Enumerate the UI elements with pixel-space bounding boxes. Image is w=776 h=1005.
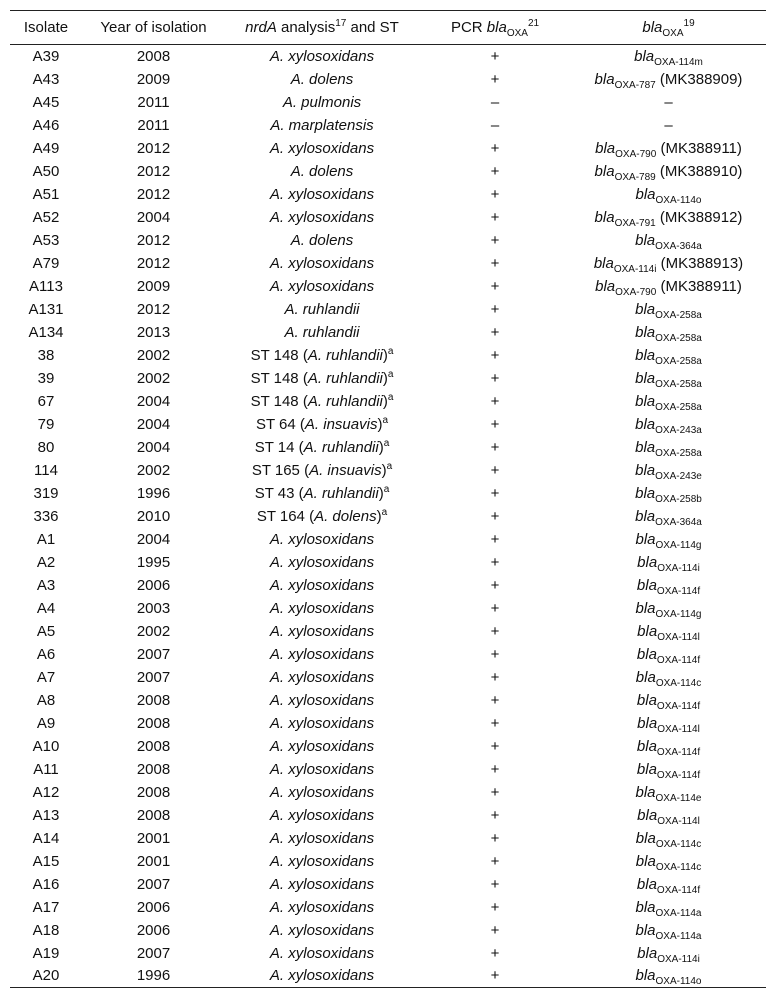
table-row (10, 919, 766, 942)
table-row (10, 712, 766, 735)
cell-isolate: A52 (32, 208, 60, 226)
cell-year: 2001 (136, 852, 171, 870)
cell-species: A. ruhlandii (284, 300, 360, 318)
table-row (10, 505, 766, 528)
cell-bla: bla$_{OXA-114a}$ (635, 898, 702, 919)
table-row (10, 160, 766, 183)
cell-isolate: A79 (32, 254, 60, 272)
cell-bla: bla$_{OXA-114i}$ (MK388913) (593, 254, 744, 275)
cell-species: A. xylosoxidans (269, 714, 375, 732)
cell-bla: bla$_{OXA-114f}$ (636, 645, 701, 666)
cell-bla: bla$_{OXA-114o}$ (571, 965, 766, 988)
table-row (10, 114, 766, 137)
cell-isolate: A5 (36, 622, 56, 640)
cell-year: 2004 (136, 392, 171, 410)
cell-pcr: + (490, 277, 500, 295)
table-row (10, 275, 766, 298)
cell-year: 2004 (136, 530, 171, 548)
cell-species: A. xylosoxidans (269, 576, 375, 594)
cell-species: A. xylosoxidans (269, 760, 375, 778)
cell-species: ST 64 (A. insuavis)$^a$ (255, 414, 389, 433)
cell-bla: bla$_{OXA-114g}$ (635, 599, 702, 620)
cell-year: 2008 (136, 760, 171, 778)
cell-species: ST 43 (A. ruhlandii)$^a$ (254, 483, 390, 502)
cell-bla: bla$_{OXA-114c}$ (635, 852, 702, 873)
cell-isolate: A49 (32, 139, 60, 157)
cell-bla: bla$_{OXA-787}$ (MK388909) (594, 70, 743, 91)
cell-pcr: + (490, 691, 500, 709)
cell-species: A. xylosoxidans (269, 622, 375, 640)
table-row (10, 436, 766, 459)
cell-species: ST 164 (A. dolens)$^a$ (256, 506, 388, 525)
cell-year: 2009 (136, 277, 171, 295)
cell-year: 2012 (136, 231, 171, 249)
cell-bla: bla$_{OXA-114l}$ (637, 622, 700, 643)
cell-bla: bla$_{OXA-258a}$ (635, 323, 702, 344)
cell-year: 2002 (136, 346, 171, 364)
cell-bla: bla$_{OXA-114m}$ (634, 47, 703, 68)
cell-species: A. xylosoxidans (269, 806, 375, 824)
cell-pcr: + (490, 576, 500, 594)
cell-isolate: A3 (36, 576, 56, 594)
cell-pcr: + (490, 622, 500, 640)
cell-bla: bla$_{OXA-114c}$ (635, 829, 702, 850)
cell-isolate: A6 (36, 645, 56, 663)
cell-isolate: A131 (28, 300, 64, 318)
cell-isolate: A16 (32, 875, 60, 893)
table-row (10, 873, 766, 896)
cell-species: A. xylosoxidans (269, 553, 375, 571)
cell-isolate: A14 (32, 829, 60, 847)
cell-isolate: 80 (37, 438, 55, 456)
table-row (10, 597, 766, 620)
cell-species: A. xylosoxidans (269, 921, 375, 939)
cell-pcr: + (490, 461, 500, 479)
cell-year: 1996 (136, 484, 171, 502)
cell-year: 1996 (82, 965, 225, 988)
cell-species: A. xylosoxidans (269, 691, 375, 709)
cell-pcr: – (490, 93, 500, 111)
cell-isolate: 319 (33, 484, 59, 502)
cell-pcr: + (490, 369, 500, 387)
cell-isolate: A46 (32, 116, 60, 134)
table-row (10, 367, 766, 390)
cell-bla: bla$_{OXA-789}$ (MK388910) (594, 162, 743, 183)
header-nrda: nrdA analysis$^{17}$ and ST (225, 11, 419, 45)
cell-species: A. xylosoxidans (269, 185, 375, 203)
cell-year: 2013 (136, 323, 171, 341)
cell-bla: bla$_{OXA-790}$ (MK388911) (595, 277, 742, 298)
cell-pcr: + (490, 829, 500, 847)
cell-species: A. xylosoxidans (269, 875, 375, 893)
cell-year: 2007 (136, 668, 171, 686)
cell-isolate: A43 (32, 70, 60, 88)
cell-pcr: + (490, 898, 500, 916)
cell-bla: bla$_{OXA-114f}$ (636, 875, 701, 896)
cell-isolate: A13 (32, 806, 60, 824)
cell-isolate: A19 (32, 944, 60, 962)
cell-isolate: A20 (10, 965, 82, 988)
cell-pcr: + (490, 806, 500, 824)
cell-species: A. xylosoxidans (269, 208, 375, 226)
cell-pcr: + (490, 507, 500, 525)
cell-year: 1995 (136, 553, 171, 571)
cell-year: 2006 (136, 898, 171, 916)
table-row (10, 896, 766, 919)
table-row (10, 758, 766, 781)
cell-species: ST 148 (A. ruhlandii)$^a$ (250, 368, 394, 387)
cell-pcr: + (490, 760, 500, 778)
cell-bla: bla$_{OXA-114g}$ (635, 530, 702, 551)
cell-pcr: + (490, 944, 500, 962)
cell-species: A. xylosoxidans (269, 944, 375, 962)
cell-species: A. xylosoxidans (269, 47, 375, 65)
cell-species: A. marplatensis (270, 116, 374, 134)
cell-year: 2012 (136, 300, 171, 318)
cell-bla: bla$_{OXA-364a}$ (635, 507, 702, 528)
cell-isolate: A9 (36, 714, 56, 732)
cell-pcr: + (490, 47, 500, 65)
cell-isolate: A4 (36, 599, 56, 617)
cell-bla: – (664, 93, 673, 111)
table-header (10, 11, 766, 45)
cell-isolate: A8 (36, 691, 56, 709)
table-row (10, 528, 766, 551)
cell-year: 2008 (136, 806, 171, 824)
cell-year: 2002 (136, 622, 171, 640)
cell-bla: bla$_{OXA-243e}$ (635, 461, 702, 482)
table-row (10, 551, 766, 574)
cell-pcr: + (490, 415, 500, 433)
table-row (10, 413, 766, 436)
cell-bla: bla$_{OXA-114i}$ (637, 944, 700, 965)
cell-species: A. xylosoxidans (269, 668, 375, 686)
cell-species: A. xylosoxidans (269, 852, 375, 870)
cell-pcr: + (490, 553, 500, 571)
cell-isolate: A7 (36, 668, 56, 686)
table-row (10, 781, 766, 804)
table-row (10, 252, 766, 275)
cell-pcr: + (490, 530, 500, 548)
table-row (10, 321, 766, 344)
cell-bla: bla$_{OXA-243a}$ (635, 415, 702, 436)
cell-pcr: + (490, 783, 500, 801)
cell-bla: bla$_{OXA-258a}$ (635, 392, 702, 413)
cell-bla: – (664, 116, 673, 134)
cell-isolate: A50 (32, 162, 60, 180)
cell-year: 2011 (137, 116, 170, 134)
table-row (10, 137, 766, 160)
cell-species: A. xylosoxidans (269, 829, 375, 847)
cell-pcr: + (490, 392, 500, 410)
table-row (10, 850, 766, 873)
cell-pcr: + (490, 737, 500, 755)
cell-species: A. xylosoxidans (269, 139, 375, 157)
cell-species: A. xylosoxidans (269, 645, 375, 663)
cell-isolate: 336 (33, 507, 59, 525)
table-row (10, 183, 766, 206)
cell-species: A. xylosoxidans (269, 277, 375, 295)
cell-year: 2003 (136, 599, 171, 617)
cell-year: 2008 (136, 783, 171, 801)
cell-bla: bla$_{OXA-258a}$ (635, 300, 702, 321)
cell-bla: bla$_{OXA-258a}$ (635, 346, 702, 367)
cell-pcr: + (490, 162, 500, 180)
header-isolate: Isolate (10, 11, 82, 45)
header-year: Year of isolation (82, 11, 225, 45)
cell-year: 2012 (136, 254, 171, 272)
cell-year: 2007 (136, 645, 171, 663)
header-bla: bla$_{OXA}^{19}$ (571, 11, 766, 45)
cell-isolate: A18 (32, 921, 60, 939)
table-row (10, 689, 766, 712)
cell-year: 2012 (136, 162, 171, 180)
cell-isolate: A39 (32, 47, 60, 65)
table-row (10, 666, 766, 689)
cell-species: A. xylosoxidans (269, 898, 375, 916)
table-row (10, 643, 766, 666)
table-row (10, 344, 766, 367)
cell-bla: bla$_{OXA-114i}$ (637, 553, 700, 574)
cell-pcr: + (490, 185, 500, 203)
cell-year: 2012 (136, 185, 171, 203)
cell-year: 2008 (136, 47, 171, 65)
cell-year: 2002 (136, 369, 171, 387)
cell-year: 2011 (137, 93, 170, 111)
table-container (10, 10, 766, 988)
cell-species: A. xylosoxidans (269, 599, 375, 617)
cell-species: A. dolens (290, 231, 354, 249)
cell-pcr: + (490, 254, 500, 272)
cell-pcr: + (490, 208, 500, 226)
cell-isolate: 39 (37, 369, 55, 387)
table-row (10, 390, 766, 413)
cell-isolate: 67 (37, 392, 55, 410)
cell-year: 2004 (136, 415, 171, 433)
table-row (10, 229, 766, 252)
cell-pcr: + (490, 300, 500, 318)
cell-bla: bla$_{OXA-791}$ (MK388912) (594, 208, 743, 229)
cell-isolate: A45 (32, 93, 60, 111)
cell-species: ST 148 (A. ruhlandii)$^a$ (250, 345, 394, 364)
cell-year: 2006 (136, 921, 171, 939)
cell-bla: bla$_{OXA-114l}$ (637, 714, 700, 735)
cell-isolate: 79 (37, 415, 55, 433)
table-row (10, 942, 766, 965)
cell-year: 2004 (136, 208, 171, 226)
table-row (10, 735, 766, 758)
cell-isolate: A10 (32, 737, 60, 755)
cell-isolate: A17 (32, 898, 60, 916)
table-row (10, 574, 766, 597)
cell-pcr: + (490, 70, 500, 88)
cell-pcr: + (490, 852, 500, 870)
cell-pcr: + (490, 921, 500, 939)
cell-year: 2008 (136, 737, 171, 755)
cell-year: 2002 (136, 461, 171, 479)
cell-bla: bla$_{OXA-258b}$ (635, 484, 702, 505)
cell-year: 2010 (136, 507, 171, 525)
table-row (10, 482, 766, 505)
cell-pcr: + (490, 875, 500, 893)
cell-species: A. xylosoxidans (269, 254, 375, 272)
cell-pcr: + (419, 965, 571, 988)
cell-species: ST 14 (A. ruhlandii)$^a$ (254, 437, 390, 456)
table-row (10, 298, 766, 321)
table-row (10, 91, 766, 114)
cell-species: A. xylosoxidans (269, 783, 375, 801)
cell-species: A. dolens (290, 162, 354, 180)
cell-year: 2008 (136, 714, 171, 732)
cell-isolate: A15 (32, 852, 60, 870)
cell-species: ST 165 (A. insuavis)$^a$ (251, 460, 393, 479)
cell-bla: bla$_{OXA-114l}$ (637, 806, 700, 827)
table-row (10, 965, 766, 988)
cell-species: ST 148 (A. ruhlandii)$^a$ (250, 391, 394, 410)
cell-bla: bla$_{OXA-114f}$ (636, 737, 701, 758)
cell-pcr: – (490, 116, 500, 134)
cell-species: A. xylosoxidans (269, 737, 375, 755)
cell-pcr: + (490, 346, 500, 364)
cell-bla: bla$_{OXA-114f}$ (636, 691, 701, 712)
cell-bla: bla$_{OXA-114a}$ (635, 921, 702, 942)
cell-pcr: + (490, 599, 500, 617)
cell-bla: bla$_{OXA-114f}$ (636, 760, 701, 781)
table-row (10, 620, 766, 643)
cell-bla: bla$_{OXA-364a}$ (635, 231, 702, 252)
isolates-table (10, 10, 766, 988)
header-row (10, 11, 766, 45)
header-pcr: PCR bla$_{OXA}^{21}$ (419, 11, 571, 45)
table-row (10, 827, 766, 850)
cell-year: 2004 (136, 438, 171, 456)
cell-isolate: 38 (37, 346, 55, 364)
cell-isolate: A51 (32, 185, 60, 203)
table-row (10, 206, 766, 229)
cell-year: 2006 (136, 576, 171, 594)
table-row (10, 45, 766, 68)
cell-year: 2001 (136, 829, 171, 847)
cell-isolate: A134 (28, 323, 64, 341)
cell-isolate: A11 (33, 760, 59, 778)
cell-species: A. xylosoxidans (269, 530, 375, 548)
cell-year: 2008 (136, 691, 171, 709)
cell-pcr: + (490, 668, 500, 686)
cell-species: A. ruhlandii (284, 323, 360, 341)
cell-bla: bla$_{OXA-258a}$ (635, 438, 702, 459)
cell-bla: bla$_{OXA-114c}$ (635, 668, 702, 689)
cell-pcr: + (490, 231, 500, 249)
cell-pcr: + (490, 645, 500, 663)
cell-isolate: A53 (32, 231, 60, 249)
cell-bla: bla$_{OXA-114o}$ (635, 185, 702, 206)
cell-isolate: 114 (34, 461, 58, 479)
table-row (10, 804, 766, 827)
cell-bla: bla$_{OXA-790}$ (MK388911) (595, 139, 742, 160)
cell-pcr: + (490, 484, 500, 502)
cell-bla: bla$_{OXA-114e}$ (635, 783, 702, 804)
cell-year: 2007 (136, 944, 171, 962)
cell-isolate: A12 (32, 783, 60, 801)
cell-year: 2007 (136, 875, 171, 893)
cell-isolate: A113 (29, 277, 63, 295)
table-row (10, 459, 766, 482)
cell-species: A. xylosoxidans (225, 965, 419, 988)
cell-species: A. dolens (290, 70, 354, 88)
cell-species: A. pulmonis (282, 93, 362, 111)
cell-pcr: + (490, 323, 500, 341)
cell-year: 2009 (136, 70, 171, 88)
cell-bla: bla$_{OXA-114f}$ (636, 576, 701, 597)
cell-bla: bla$_{OXA-258a}$ (635, 369, 702, 390)
cell-pcr: + (490, 714, 500, 732)
cell-pcr: + (490, 139, 500, 157)
cell-isolate: A1 (36, 530, 56, 548)
cell-pcr: + (490, 438, 500, 456)
cell-year: 2012 (136, 139, 171, 157)
table-row (10, 68, 766, 91)
table-body (10, 45, 766, 988)
cell-isolate: A2 (36, 553, 56, 571)
